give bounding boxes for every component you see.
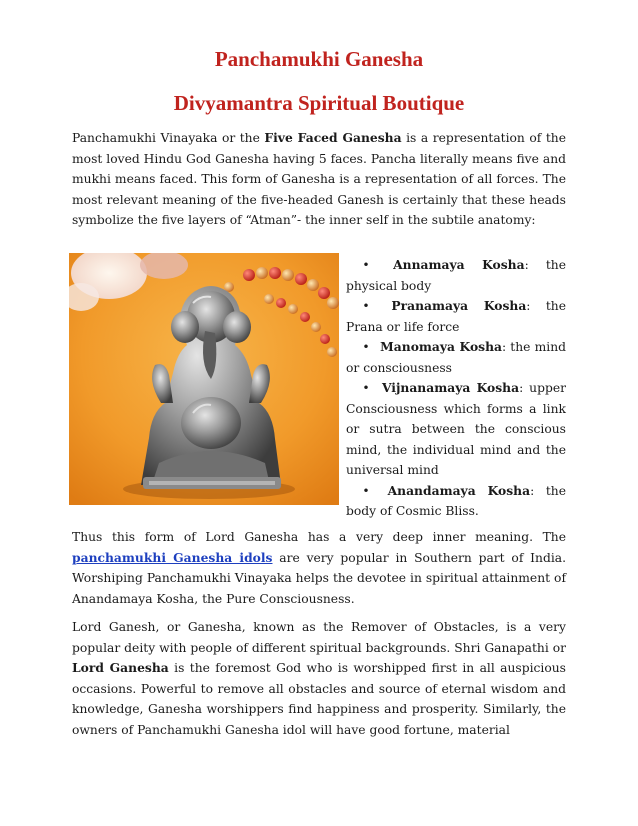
kosha-name: Manomaya Kosha	[380, 339, 502, 354]
kosha-sep: :	[530, 483, 535, 498]
bullet-icon: •	[362, 483, 370, 498]
para3-text-2: is the foremost God who is worshipped first in all auspicious occasions. Powerful to remove all obstacles and source of eternal wisdom and knowledge, Ganesha worshippers find happiness and prosperity. Similarly, the owners of Panchamukhi Ganesha idol will have good fortune, material	[72, 661, 566, 737]
list-item	[346, 378, 566, 481]
document-subtitle: Divyamantra Spiritual Boutique	[173, 91, 465, 115]
intro-bold-five-faced: Five Faced Ganesha	[264, 130, 402, 145]
list-item	[346, 255, 566, 296]
lord-ganesha-bold: Lord Ganesha	[72, 660, 169, 675]
kosha-desc: the body of Cosmic Bliss.	[346, 483, 566, 518]
kosha-list	[346, 255, 566, 522]
intro-text-1: Panchamukhi Vinayaka or the	[72, 131, 265, 145]
kosha-sep: :	[519, 381, 524, 395]
kosha-desc: the Prana or life force	[346, 299, 566, 334]
list-item	[346, 296, 566, 337]
list-item	[346, 337, 566, 378]
panchamukhi-idols-link[interactable]: panchamukhi Ganesha idols	[72, 549, 273, 565]
kosha-desc: the mind or consciousness	[346, 340, 566, 375]
meaning-paragraph	[72, 527, 566, 609]
kosha-name: Vijnanamaya Kosha	[381, 380, 520, 395]
ganesha-idol-photo	[69, 253, 339, 505]
kosha-sep: :	[501, 340, 507, 354]
kosha-name: Pranamaya Kosha	[391, 298, 527, 313]
obstacles-paragraph	[72, 617, 566, 740]
para3-text-1: Lord Ganesh, or Ganesha, known as the Remover of Obstacles, is a very popular deity with people of different spiritual backgrounds. Shri Ganapathi or	[72, 620, 566, 655]
kosha-desc: the physical body	[346, 258, 566, 293]
kosha-name: Annamaya Kosha	[393, 257, 525, 272]
document-title: Panchamukhi Ganesha	[214, 47, 424, 71]
list-item	[346, 481, 566, 522]
kosha-desc: upper Consciousness which forms a link or sutra between the conscious mind, the individual mind and the universal mind	[346, 381, 566, 477]
para2-text-1: Thus this form of Lord Ganesha has a very deep inner meaning. The	[72, 530, 566, 544]
kosha-sep: :	[524, 258, 529, 272]
kosha-sep: :	[526, 299, 531, 313]
bullet-icon: •	[362, 258, 370, 272]
intro-paragraph	[72, 128, 566, 231]
para2-text-2: are very popular in Southern part of India. Worshiping Panchamukhi Vinayaka helps the devotee in spiritual attainment of Anandamaya Kosha, the Pure Consciousness.	[72, 550, 566, 606]
intro-text-2: is a representation of the most loved Hindu God Ganesha having 5 faces. Pancha literally means five and mukhi means faced. This form of Ganesha is a representation of all forces. The most relevant meaning of the five-headed Ganesh is certainly that these heads symbolize the five layers of “Atman”- the inner self in the subtile anatomy:	[72, 131, 566, 227]
bullet-icon: •	[362, 381, 370, 395]
bullet-icon: •	[362, 299, 370, 313]
kosha-name: Anandamaya Kosha	[387, 482, 531, 498]
bullet-icon: •	[362, 340, 370, 354]
